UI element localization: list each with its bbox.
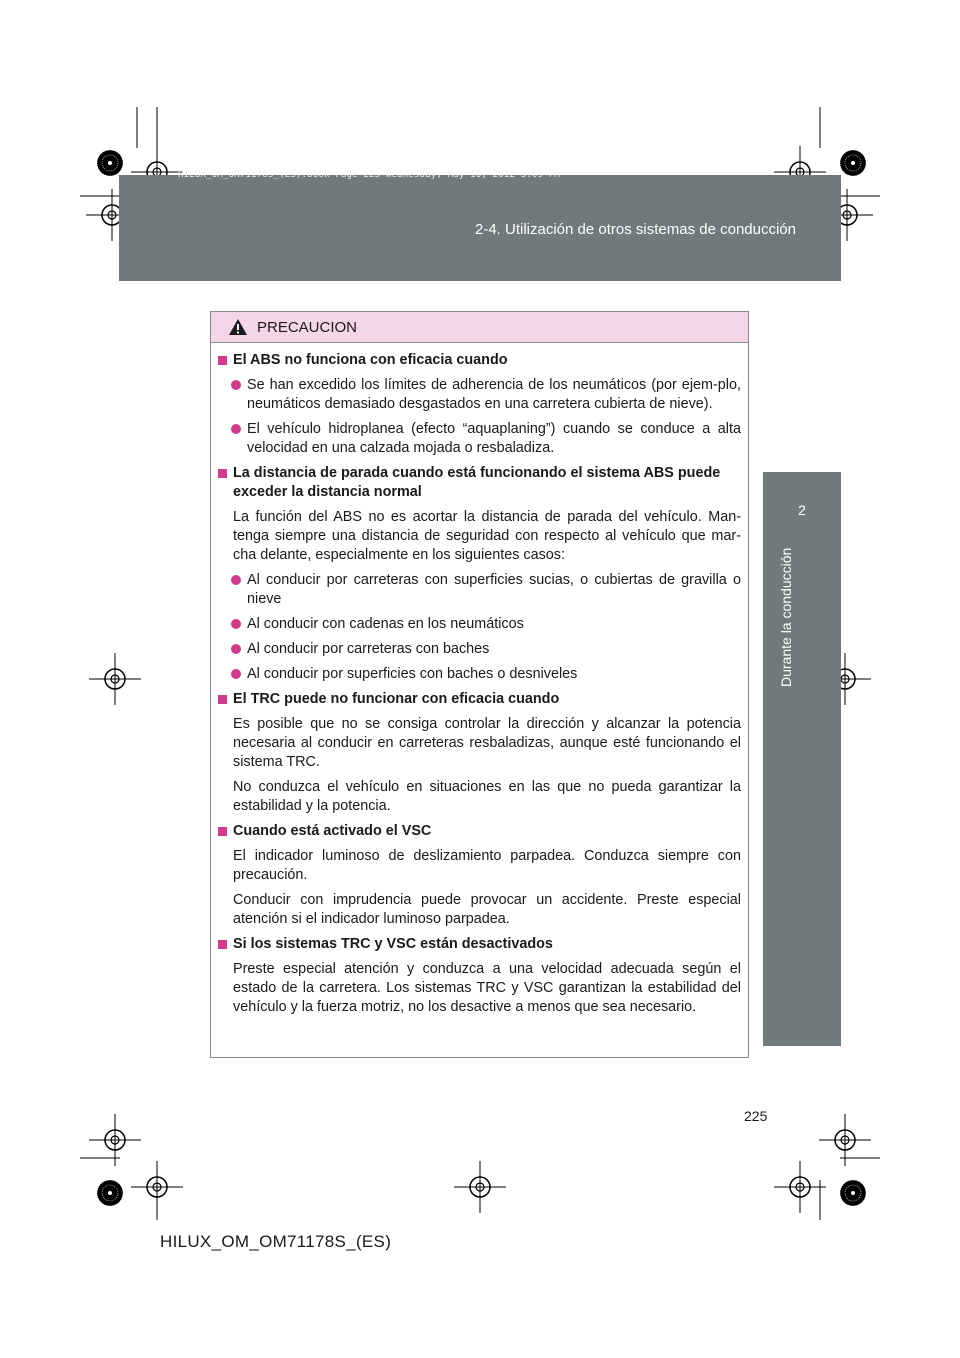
bullet-item: [231, 571, 741, 609]
caution-section: [218, 351, 741, 458]
section-heading: [218, 690, 741, 709]
warning-triangle-icon: [228, 318, 248, 336]
round-bullet-icon: [231, 575, 241, 585]
caution-section: [218, 822, 741, 929]
bullet-text: Al conducir por carreteras con baches: [247, 641, 490, 657]
section-heading-text: La distancia de parada cuando está funcionando el sistema ABS puede exceder la distancia normal: [233, 465, 721, 500]
bullet-item: [231, 665, 741, 684]
doc-code: HILUX_OM_OM71178S_(ES): [160, 1232, 392, 1251]
square-bullet-icon: [218, 469, 227, 478]
section-paragraph: La función del ABS no es acortar la distancia de parada del vehículo. Man-tenga siempre una distancia de seguridad con respecto al vehículo que mar-cha delante, especialmente en los siguientes casos:: [233, 509, 741, 563]
square-bullet-icon: [218, 940, 227, 949]
round-bullet-icon: [231, 619, 241, 629]
caution-title: PRECAUCION: [257, 318, 358, 336]
section-paragraph: No conduzca el vehículo en situaciones en las que no pueda garantizar la estabilidad y la potencia.: [233, 779, 741, 814]
page-number: 225: [744, 1108, 768, 1124]
file-stamp: HILUX_OM_OM71178S_(ES).book Page 225 Wednesday, May 16, 2012 3:09 PM: [178, 170, 561, 180]
bullet-item: [231, 420, 741, 458]
bullet-text: Al conducir por superficies con baches o desniveles: [247, 666, 578, 682]
caution-body: [211, 343, 748, 1017]
section-heading: [218, 935, 741, 954]
caution-box: [210, 311, 749, 1058]
chapter-number: 2: [798, 502, 806, 518]
section-heading-text: El TRC puede no funcionar con eficacia cuando: [233, 691, 560, 707]
section-heading-text: Si los sistemas TRC y VSC están desactivados: [233, 936, 553, 952]
section-heading: [218, 822, 741, 841]
bullet-item: [231, 376, 741, 414]
section-heading-text: Cuando está activado el VSC: [233, 823, 432, 839]
caution-header: [211, 312, 748, 343]
section-heading-text: El ABS no funciona con eficacia cuando: [233, 352, 508, 368]
round-bullet-icon: [231, 424, 241, 434]
bullet-text: Al conducir por carreteras con superficies sucias, o cubiertas de gravilla o nieve: [247, 572, 741, 607]
section-paragraph: El indicador luminoso de deslizamiento parpadea. Conduzca siempre con precaución.: [233, 848, 741, 883]
bullet-text: El vehículo hidroplanea (efecto “aquaplaning”) cuando se conduce a alta velocidad en una calzada mojada o resbaladiza.: [247, 421, 741, 456]
section-title: 2-4. Utilización de otros sistemas de conducción: [475, 221, 796, 238]
square-bullet-icon: [218, 695, 227, 704]
round-bullet-icon: [231, 380, 241, 390]
square-bullet-icon: [218, 356, 227, 365]
square-bullet-icon: [218, 827, 227, 836]
bullet-text: Al conducir con cadenas en los neumáticos: [247, 616, 524, 632]
caution-section: [218, 690, 741, 816]
section-heading: [218, 464, 741, 502]
caution-section: [218, 935, 741, 1017]
bullet-item: [231, 640, 741, 659]
round-bullet-icon: [231, 669, 241, 679]
section-heading: [218, 351, 741, 370]
section-paragraph: Preste especial atención y conduzca a una velocidad adecuada según el estado de la carretera. Los sistemas TRC y VSC garantizan la estabilidad del vehículo y la fuerza motriz, no los desactive a menos que sea necesario.: [233, 961, 741, 1015]
caution-section: [218, 464, 741, 684]
chapter-side-tab[interactable]: [763, 472, 841, 1046]
chapter-label: Durante la conducción: [778, 548, 794, 688]
section-paragraph: Conducir con imprudencia puede provocar un accidente. Preste especial atención si el indicador luminoso parpadea.: [233, 892, 741, 927]
round-bullet-icon: [231, 644, 241, 654]
section-paragraph: Es posible que no se consiga controlar la dirección y alcanzar la potencia necesaria al conducir en carreteras resbaladizas, aunque esté funcionando el sistema TRC.: [233, 716, 741, 770]
bullet-text: Se han excedido los límites de adherencia de los neumáticos (por ejem-plo, neumáticos demasiado desgastados en una carretera cubierta de nieve).: [247, 377, 741, 412]
bullet-item: [231, 615, 741, 634]
